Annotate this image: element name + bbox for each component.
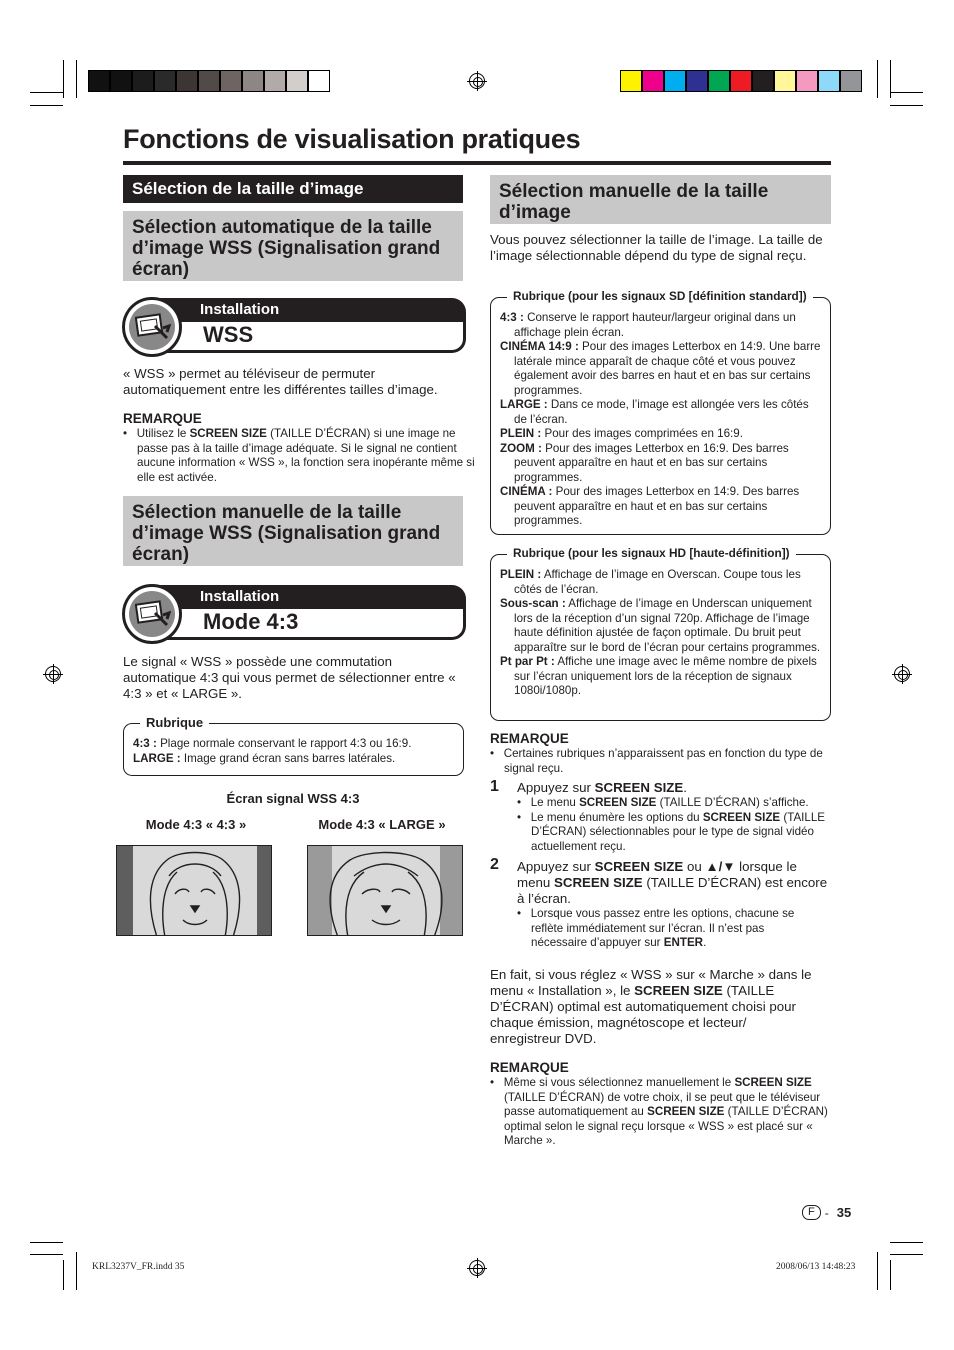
print-swatch <box>176 70 198 92</box>
step-1-note-2: • Le menu énumère les options du SCREEN SIZE (TAILLE D’ÉCRAN) sélectionnables pour le type de signal vidéo actuellement reçu. <box>517 810 826 853</box>
print-swatch <box>708 70 730 92</box>
heading-manual-size: Sélection manuelle de la taille d’image <box>490 175 831 224</box>
page-number-value: 35 <box>836 1205 852 1220</box>
registration-mark-bottom <box>469 1260 485 1276</box>
footer-file: KRL3237V_FR.indd 35 <box>92 1262 185 1272</box>
print-swatch <box>154 70 176 92</box>
manual-intro: Vous pouvez sélectionner la taille de l’image. La taille de l’image sélectionnable dépend du type de signal reçu. <box>490 232 823 263</box>
print-swatch <box>132 70 154 92</box>
print-swatch <box>264 70 286 92</box>
rubrique-box-43 <box>123 715 464 776</box>
section-heading-image-size: Sélection de la taille d’image <box>123 175 463 203</box>
rubrique-item: Pt par Pt : Affiche une image avec le même nombre de pixels sur l’écran uniquement lors de la réception de signaux 1080i/1080p. <box>500 655 817 697</box>
mode43-intro: Le signal « WSS » possède une commutation automatique 4:3 qui vous permet de sélectionner entre « 4:3 » et « LARGE ». <box>123 654 456 701</box>
rubrique-item: PLEIN : Pour des images comprimées en 16:9. <box>500 427 743 440</box>
rubrique-hd-caption: Rubrique (pour les signaux HD [haute-définition]) <box>507 546 796 560</box>
rubrique-item-43: 4:3 : Plage normale conservant le rapport 4:3 ou 16:9. <box>133 737 412 750</box>
image-caption-large: Mode 4:3 « LARGE » <box>318 817 446 832</box>
print-swatch <box>730 70 752 92</box>
menu-path-item: Mode 4:3 <box>203 609 299 634</box>
step-1-text: Appuyez sur SCREEN SIZE. <box>517 780 687 795</box>
print-swatch <box>242 70 264 92</box>
remarque-text-1: • Utilisez le SCREEN SIZE (TAILLE D’ÉCRAN) si une image ne passe pas à la taille d’image adéquate. Si le signal ne contient aucune information « WSS », la fonction sera inopérante même si elle est activée. <box>123 427 475 484</box>
print-swatch <box>664 70 686 92</box>
step-2-number: 2 <box>490 856 499 873</box>
remarque-text-2: • Certaines rubriques n’apparaissent pas en fonction du type de signal reçu. <box>490 747 823 775</box>
print-swatch <box>220 70 242 92</box>
page-number <box>802 1205 851 1220</box>
page-number-sep: - <box>824 1205 829 1220</box>
remarque-title-3: REMARQUE <box>490 1060 569 1075</box>
print-swatch <box>686 70 708 92</box>
rubrique-item: 4:3 : Conserve le rapport hauteur/largeur original dans un affichage plein écran. <box>500 311 796 339</box>
rubrique-item: ZOOM : Pour des images Letterbox en 16:9. Des barres peuvent apparaître en haut et en bas sur certains programmes. <box>500 441 789 484</box>
print-swatch <box>796 70 818 92</box>
fait-paragraph: En fait, si vous réglez « WSS » sur « Marche » dans le menu « Installation », le SCREEN SIZE (TAILLE D’ÉCRAN) optimal est automatiquement choisi pour chaque émission, magnétoscope et lecteur/ enregistreur DVD. <box>490 967 812 1046</box>
print-swatch <box>642 70 664 92</box>
remarque-title-2: REMARQUE <box>490 731 569 746</box>
print-swatch <box>752 70 774 92</box>
language-badge: F <box>802 1205 821 1220</box>
print-swatch <box>818 70 840 92</box>
menu-path-mode43 <box>122 585 466 643</box>
ecran-title: Écran signal WSS 4:3 <box>226 791 360 806</box>
rubrique-sd-caption: Rubrique (pour les signaux SD [définition standard]) <box>507 289 813 303</box>
step-1-number: 1 <box>490 778 499 795</box>
step-1-note-1: • Le menu SCREEN SIZE (TAILLE D’ÉCRAN) s’affiche. <box>517 796 809 809</box>
print-swatch <box>840 70 862 92</box>
rubrique-hd-items <box>500 568 823 699</box>
grayscale-swatches <box>88 70 330 92</box>
image-caption-43: Mode 4:3 « 4:3 » <box>145 817 247 832</box>
rubrique-sd-box <box>490 289 831 535</box>
print-swatch <box>308 70 330 92</box>
rubrique-item-large: LARGE : Image grand écran sans barres latérales. <box>133 751 396 765</box>
settings-tv-icon <box>122 584 182 644</box>
print-swatch <box>286 70 308 92</box>
title-rule <box>123 161 831 165</box>
registration-mark-top <box>469 73 485 89</box>
rubrique-sd-items <box>500 311 823 529</box>
heading-manual-wss: Sélection manuelle de la taille d’image WSS (Signalisation grand écran) <box>123 496 463 566</box>
rubrique-hd-box <box>490 546 831 721</box>
step-2-text: Appuyez sur SCREEN SIZE ou ▲/▼ lorsque le menu SCREEN SIZE (TAILLE D’ÉCRAN) est encore à l’écran. <box>517 859 828 906</box>
rubrique-items <box>133 737 458 766</box>
print-swatch <box>88 70 110 92</box>
rubrique-item: CINÉMA 14:9 : Pour des images Letterbox en 14:9. Une barre latérale mince apparaît de chaque côté et vous pouvez également avoir des barres en haut et en bas sur certains programmes. <box>500 340 821 397</box>
menu-path-wss <box>122 298 466 356</box>
wss-intro: « WSS » permet au téléviseur de permuter automatiquement entre les différentes tailles d’image. <box>123 366 438 397</box>
lion-image-large <box>307 845 463 936</box>
registration-mark-right <box>894 666 910 682</box>
menu-path-top: Installation <box>200 588 280 605</box>
print-swatch <box>774 70 796 92</box>
menu-path-item: WSS <box>203 322 254 347</box>
rubrique-item: PLEIN : Affichage de l’image en Overscan. Coupe tous les côtés de l’écran. <box>500 568 801 596</box>
remarque-title-1: REMARQUE <box>123 411 202 426</box>
heading-auto-wss: Sélection automatique de la taille d’image WSS (Signalisation grand écran) <box>123 211 463 281</box>
settings-tv-icon <box>122 297 182 357</box>
remarque-text-3: • Même si vous sélectionnez manuellement le SCREEN SIZE (TAILLE D’ÉCRAN) de votre choix, il se peut que le téléviseur passe automatiquement au SCREEN SIZE (TAILLE D’ÉCRAN) optimal selon le signal reçu lorsque « WSS » est placé sur « Marche ». <box>490 1076 828 1147</box>
color-swatches <box>620 70 862 92</box>
print-swatch <box>198 70 220 92</box>
rubrique-item: LARGE : Dans ce mode, l’image est allongée vers les côtés de l’écran. <box>500 398 809 426</box>
rubrique-item: CINÉMA : Pour des images Letterbox en 14:9. Des barres peuvent apparaître en haut et en bas sur certains programmes. <box>500 485 800 527</box>
footer-date: 2008/06/13 14:48:23 <box>776 1262 856 1272</box>
menu-path-top: Installation <box>200 301 280 318</box>
up-down-arrows-icon: ▲/▼ <box>705 859 736 874</box>
step-2-note-1: • Lorsque vous passez entre les options, chacune se reflète immédiatement sur l’écran. Il n’est pas nécessaire d’appuyer sur ENTER. <box>517 907 795 949</box>
page-title: Fonctions de visualisation pratiques <box>123 124 581 154</box>
lion-image-43 <box>116 845 272 936</box>
print-swatch <box>110 70 132 92</box>
rubrique-caption: Rubrique <box>140 715 209 730</box>
registration-mark-left <box>45 666 61 682</box>
print-swatch <box>620 70 642 92</box>
rubrique-item: Sous-scan : Affichage de l’image en Underscan uniquement lors de la réception d’un signal 720p. Affichage de l’image haute définition ajustée de façon optimale. Du bruit peut apparaître sur le bord de l’écran pour certains programmes. <box>500 597 821 654</box>
step-2-notes <box>517 907 817 951</box>
step-1-notes <box>517 796 831 854</box>
